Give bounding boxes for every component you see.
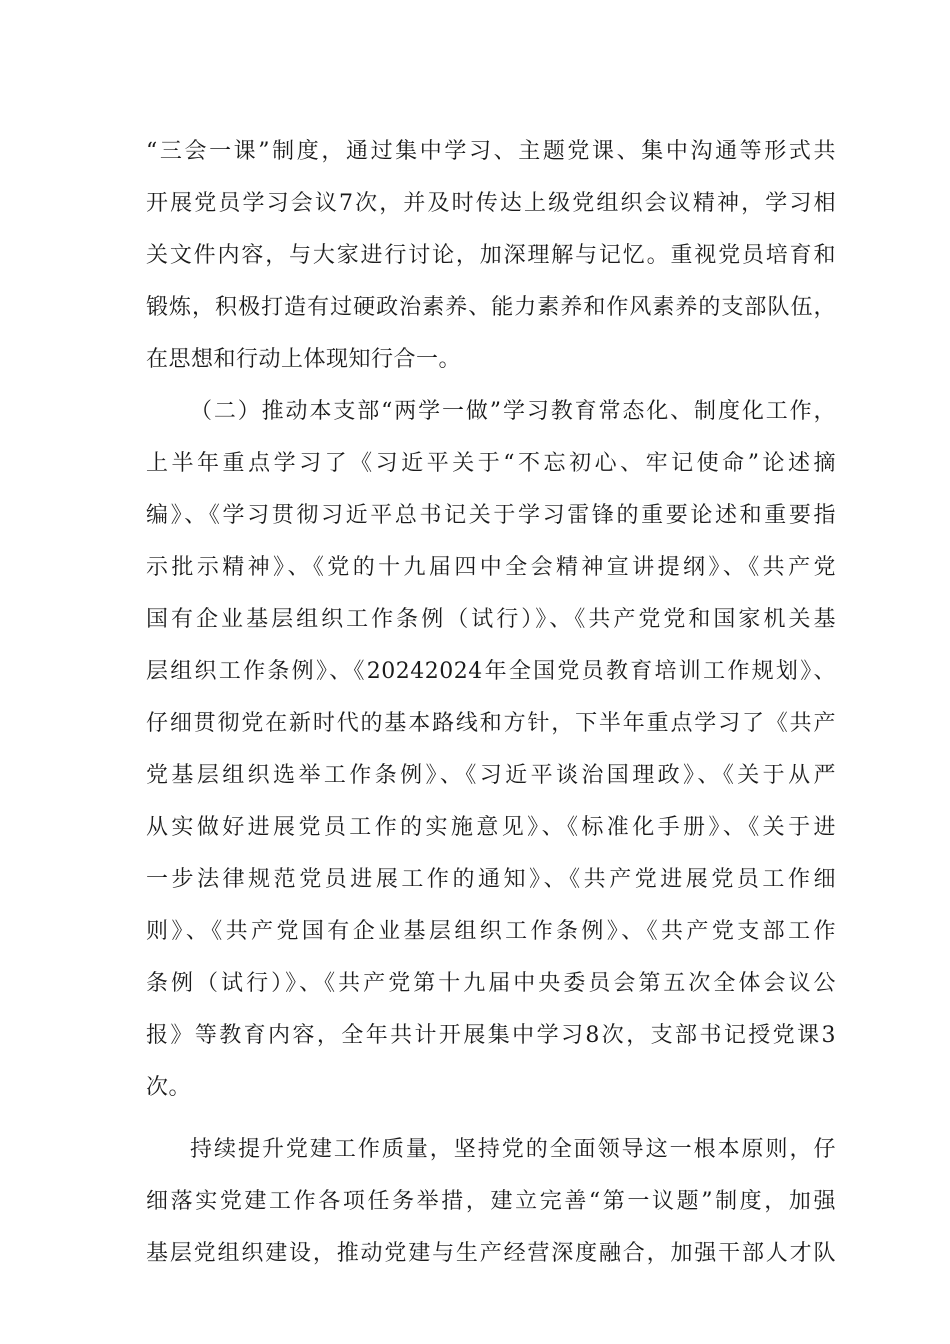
paragraph-1-line-1: “三会一课”制度，通过集中学习、主题党课、集中沟通等形式共 (146, 139, 836, 164)
paragraph-3-line-3: 基层党组织建设，推动党建与生产经营深度融合，加强干部人才队 (146, 1241, 836, 1266)
paragraph-3-line-1: 持续提升党建工作质量，坚持党的全面领导这一根本原则，仔 (190, 1137, 836, 1162)
paragraph-2-line-10: 一步法律规范党员进展工作的通知》、《共产党进展党员工作细 (146, 867, 836, 892)
paragraph-2-line-11: 则》、《共产党国有企业基层组织工作条例》、《共产党支部工作 (146, 919, 836, 944)
paragraph-2-line-7: 仔细贯彻党在新时代的基本路线和方针，下半年重点学习了《共产 (146, 711, 836, 736)
paragraph-2-line-9: 从实做好进展党员工作的实施意见》、《标准化手册》、《关于进 (146, 815, 836, 840)
paragraph-2-line-1: （二）推动本支部“两学一做”学习教育常态化、制度化工作， (190, 399, 836, 424)
paragraph-2-line-14: 次。 (146, 1075, 192, 1100)
paragraph-2-line-6: 层组织工作条例》、《20242024年全国党员教育培训工作规划》、 (146, 659, 836, 684)
paragraph-2-line-12: 条例（试行）》、《共产党第十九届中央委员会第五次全体会议公 (146, 971, 836, 996)
paragraph-1-line-2: 开展党员学习会议7次，并及时传达上级党组织会议精神，学习相 (146, 191, 836, 216)
paragraph-2-line-8: 党基层组织选举工作条例》、《习近平谈治国理政》、《关于从严 (146, 763, 836, 788)
paragraph-2-line-2: 上半年重点学习了《习近平关于“不忘初心、牢记使命”论述摘 (146, 451, 836, 476)
paragraph-2-line-4: 示批示精神》、《党的十九届四中全会精神宣讲提纲》、《共产党 (146, 555, 836, 580)
paragraph-1-line-3: 关文件内容，与大家进行讨论，加深理解与记忆。重视党员培育和 (146, 243, 836, 268)
paragraph-1-line-5: 在思想和行动上体现知行合一。 (146, 347, 462, 372)
paragraph-2-line-5: 国有企业基层组织工作条例（试行）》、《共产党党和国家机关基 (146, 607, 836, 632)
paragraph-2-line-13: 报》等教育内容，全年共计开展集中学习8次，支部书记授党课3 (146, 1023, 836, 1048)
paragraph-1-line-4: 锻炼，积极打造有过硬政治素养、能力素养和作风素养的支部队伍， (146, 295, 836, 320)
paragraph-2-line-3: 编》、《学习贯彻习近平总书记关于学习雷锋的重要论述和重要指 (146, 503, 836, 528)
paragraph-3-line-2: 细落实党建工作各项任务举措，建立完善“第一议题”制度，加强 (146, 1189, 836, 1214)
